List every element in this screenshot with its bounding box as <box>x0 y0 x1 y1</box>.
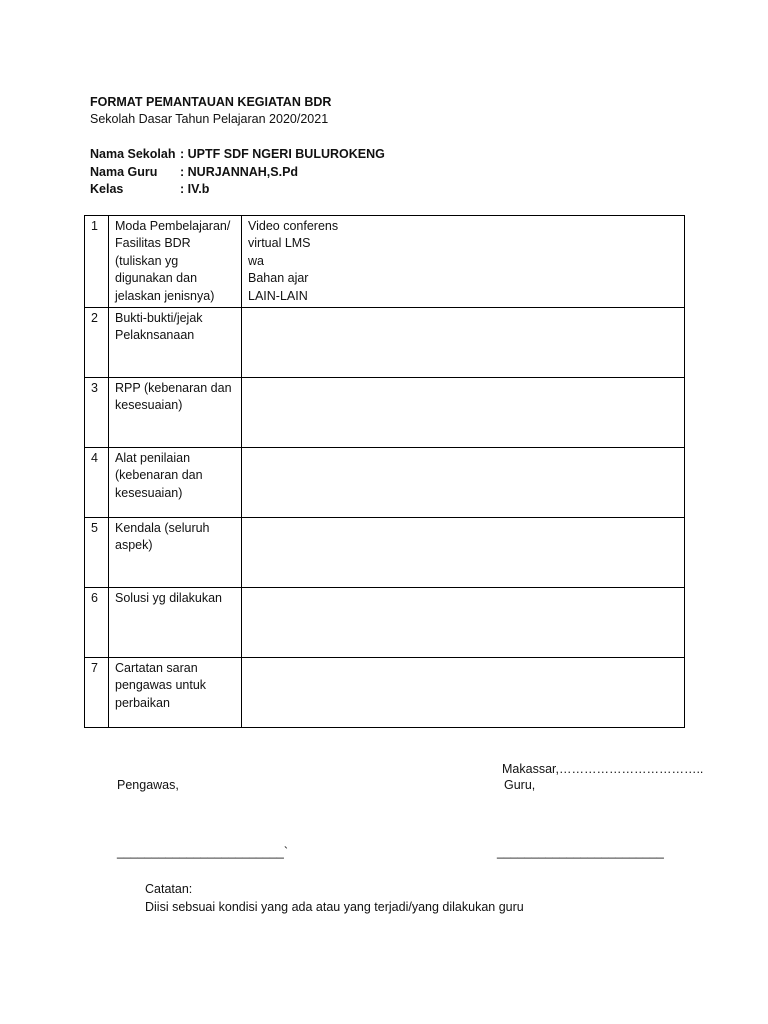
document-subtitle: Sekolah Dasar Tahun Pelajaran 2020/2021 <box>90 112 329 126</box>
table-row <box>85 216 685 308</box>
content-line: Bahan ajar <box>248 271 309 286</box>
aspect-line: aspek) <box>115 538 153 553</box>
identity-label: Kelas <box>90 182 124 196</box>
identity-row-teacher <box>90 164 385 182</box>
row-aspect <box>109 216 242 308</box>
row-number: 2 <box>85 308 109 378</box>
identity-row-class <box>90 181 385 199</box>
aspect-line: pengawas untuk <box>115 678 207 693</box>
row-aspect <box>109 378 242 448</box>
identity-block <box>90 146 385 199</box>
row-aspect <box>109 588 242 658</box>
row-aspect <box>109 518 242 588</box>
aspect-line: Bukti-bukti/jejak <box>115 311 203 326</box>
identity-label: Nama Sekolah <box>90 147 176 161</box>
table-row <box>85 588 685 658</box>
row-number: 1 <box>85 216 109 308</box>
aspect-line: kesesuaian) <box>115 485 183 500</box>
row-aspect <box>109 308 242 378</box>
aspect-line: Fasilitas BDR <box>115 236 191 251</box>
identity-row-school <box>90 146 385 164</box>
aspect-line: (kebenaran dan <box>115 468 203 483</box>
place-date: Makassar,…………………………….. <box>502 762 704 776</box>
aspect-line: perbaikan <box>115 695 170 710</box>
notes-text: Diisi sebsuai kondisi yang ada atau yang terjadi/yang dilakukan guru <box>145 900 524 914</box>
row-content[interactable] <box>242 448 685 518</box>
aspect-line: kesesuaian) <box>115 398 183 413</box>
row-number: 5 <box>85 518 109 588</box>
row-aspect <box>109 658 242 728</box>
content-line: wa <box>248 253 264 268</box>
monitoring-table <box>84 215 685 728</box>
table-row <box>85 518 685 588</box>
content-line: virtual LMS <box>248 236 311 251</box>
aspect-line: RPP (kebenaran dan <box>115 381 232 396</box>
aspect-line: Solusi yg dilakukan <box>115 591 223 606</box>
table-row <box>85 448 685 518</box>
aspect-line: Moda Pembelajaran/ <box>115 219 231 233</box>
content-line: LAIN-LAIN <box>248 288 308 303</box>
aspect-line: Cartatan saran <box>115 661 198 676</box>
supervisor-role: Pengawas, <box>117 778 179 792</box>
supervisor-signature-line: ________________________` <box>117 845 289 859</box>
identity-value: : IV.b <box>180 182 210 196</box>
aspect-line: (tuliskan yg <box>115 253 179 268</box>
teacher-role: Guru, <box>504 778 536 792</box>
row-content[interactable] <box>242 518 685 588</box>
table-row <box>85 378 685 448</box>
identity-value: : NURJANNAH,S.Pd <box>180 164 299 179</box>
row-content[interactable] <box>242 588 685 658</box>
notes-label: Catatan: <box>145 882 193 896</box>
row-content[interactable] <box>242 658 685 728</box>
teacher-signature-line: ________________________ <box>497 845 664 859</box>
table-row <box>85 308 685 378</box>
identity-label: Nama Guru <box>90 164 158 179</box>
aspect-line: digunakan dan <box>115 271 198 286</box>
row-number: 7 <box>85 658 109 728</box>
row-content[interactable] <box>242 378 685 448</box>
aspect-line: Alat penilaian <box>115 451 191 466</box>
content-line: Video conferens <box>248 219 339 233</box>
aspect-line: Kendala (seluruh <box>115 521 210 536</box>
row-number: 6 <box>85 588 109 658</box>
row-aspect <box>109 448 242 518</box>
row-number: 4 <box>85 448 109 518</box>
document-title: FORMAT PEMANTAUAN KEGIATAN BDR <box>90 95 332 109</box>
row-content[interactable] <box>242 216 685 308</box>
row-number: 3 <box>85 378 109 448</box>
aspect-line: Pelaknsanaan <box>115 328 195 343</box>
table-row <box>85 658 685 728</box>
identity-value: : UPTF SDF NGERI BULUROKENG <box>180 147 385 161</box>
aspect-line: jelaskan jenisnya) <box>115 288 215 303</box>
row-content[interactable] <box>242 308 685 378</box>
